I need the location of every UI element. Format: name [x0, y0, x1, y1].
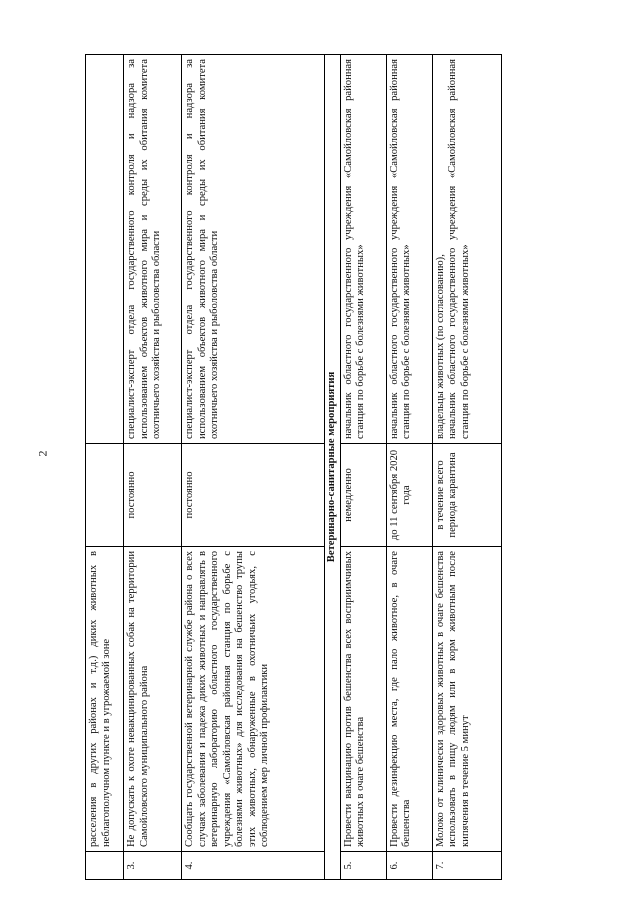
activity-cell: расселения в других районах и т.д.) диких животных в неблагополучном пункте и в угрожаемой зоне: [86, 547, 124, 852]
row-number: 7.: [432, 852, 501, 880]
page-number: 2: [35, 450, 50, 457]
responsible-head: начальник областного государственного учреждения «Самойловская районная станция по борьбе с болезнями животных»: [447, 59, 471, 439]
activity-cell: Молоко от клинически здоровых животных в очаге бешенства использовать в пищу людям или в корм животным после кипячения в течение 5 минут: [432, 547, 501, 852]
rotated-table-container: [85, 55, 499, 880]
table-row: [86, 55, 124, 880]
responsible-cell: специалист-эксперт отдела государственного контроля и надзора за использованием объектов животного мира и среды их обитания комитета охотничьего хозяйства и рыболовства области: [182, 55, 325, 444]
table-row: [340, 55, 386, 880]
row-number: [86, 852, 124, 880]
responsible-cell: [86, 55, 124, 444]
measures-table: [85, 54, 502, 880]
activity-cell: Провести вакцинацию против бешенства всех восприимчивых животных в очаге бешенства: [340, 547, 386, 852]
term-cell: постоянно: [124, 444, 182, 547]
term-cell: постоянно: [182, 444, 325, 547]
responsible-cell: специалист-эксперт отдела государственного контроля и надзора за использованием объектов животного мира и среды их обитания комитета охотничьего хозяйства и рыболовства области: [124, 55, 182, 444]
activity-cell: Сообщать государственной ветеринарной службе района о всех случаях заболевания и падежа диких животных и направлять в ветеринарную лабораторию областного государственного учреждения «Самойловская районная станция по борьбе с болезнями животных» для исследования на бешенство трупы этих животных, обнаруженные в охотничьих угодьях, с соблюдением мер личной профилактики: [182, 547, 325, 852]
term-cell: немедленно: [340, 444, 386, 547]
term-cell: в течение всего периода карантина: [432, 444, 501, 547]
responsible-cell: начальник областного государственного учреждения «Самойловская районная станция по борьбе с болезнями животных»: [386, 55, 432, 444]
section-row: [325, 55, 341, 880]
activity-cell: Не допускать к охоте невакцинированных собак на территории Самойловского муниципального района: [124, 547, 182, 852]
term-cell: [86, 444, 124, 547]
term-cell: до 11 сентября 2020 года: [386, 444, 432, 547]
row-number: 3.: [124, 852, 182, 880]
table-row: [182, 55, 325, 880]
responsible-cell: начальник областного государственного учреждения «Самойловская районная станция по борьбе с болезнями животных»: [340, 55, 386, 444]
row-number: 4.: [182, 852, 325, 880]
activity-cell: Провести дезинфекцию места, где пало животное, в очаге бешенства: [386, 547, 432, 852]
section-title: Ветеринарно-санитарные мероприятия: [325, 55, 341, 880]
row-number: 6.: [386, 852, 432, 880]
responsible-owners: владельцы животных (по согласованию),: [434, 254, 446, 439]
table-row: [432, 55, 501, 880]
table-row: [386, 55, 432, 880]
responsible-cell: [432, 55, 501, 444]
row-number: 5.: [340, 852, 386, 880]
table-row: [124, 55, 182, 880]
